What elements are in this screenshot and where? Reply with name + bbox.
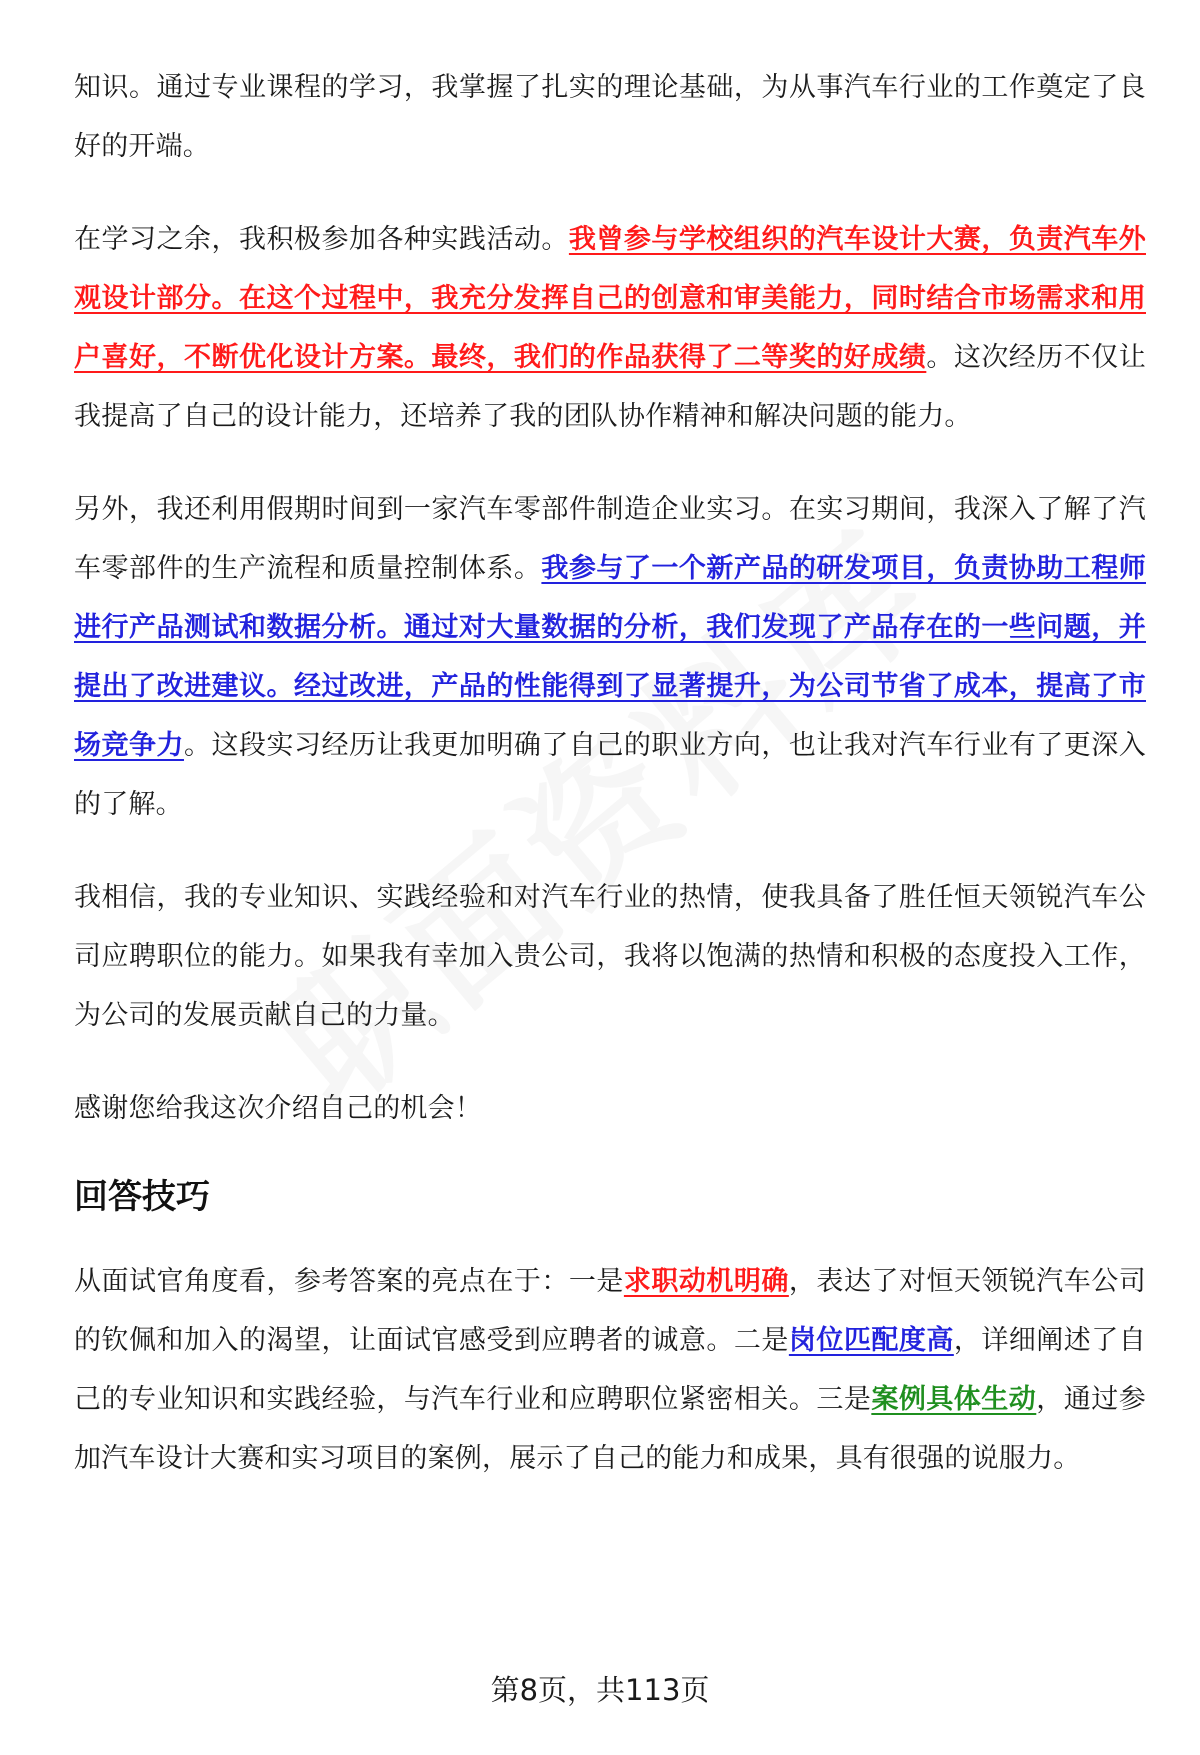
text-segment: ，详细阐述了自己的专业知识和实践经验，与汽车行业和应聘职位紧密相关。三是 [74,1325,1146,1415]
highlight-red: 求职动机明确 [623,1266,789,1297]
paragraph-confidence [74,868,1146,1045]
paragraph-design-contest [74,210,1146,446]
paragraph-knowledge [74,58,1146,176]
highlight-blue: 岗位匹配度高 [788,1325,954,1356]
text-segment: ，通过参加汽车设计大赛和实习项目的案例，展示了自己的能力和成果，具有很强的说服力。 [74,1384,1146,1474]
highlight-green: 案例具体生动 [871,1384,1037,1415]
text-segment: 。这次经历不仅让我提高了自己的设计能力，还培养了我的团队协作精神和解决问题的能力。 [74,342,1146,432]
text-segment: 另外，我还利用假期时间到一家汽车零部件制造企业实习。在实习期间，我深入了解了汽车零部件的生产流程和质量控制体系。 [74,494,1146,584]
page-content [74,58,1146,1522]
text-segment: 感谢您给我这次介绍自己的机会！ [74,1093,482,1124]
paragraph-tips [74,1252,1146,1488]
text-segment: 在学习之余，我积极参加各种实践活动。 [74,224,569,255]
text-segment: 我相信，我的专业知识、实践经验和对汽车行业的热情，使我具备了胜任恒天领锐汽车公司应聘职位的能力。如果我有幸加入贵公司，我将以饱满的热情和积极的态度投入工作，为公司的发展贡献自己的力量。 [74,882,1146,1031]
text-segment: 知识。通过专业课程的学习，我掌握了扎实的理论基础，为从事汽车行业的工作奠定了良好的开端。 [74,72,1146,162]
text-segment: 。这段实习经历让我更加明确了自己的职业方向，也让我对汽车行业有了更深入的了解。 [74,730,1146,820]
highlight-red: 我曾参与学校组织的汽车设计大赛，负责汽车外观设计部分。在这个过程中，我充分发挥自己的创意和审美能力，同时结合市场需求和用户喜好，不断优化设计方案。最终，我们的作品获得了二等奖的好成绩 [74,224,1146,373]
section-title: 回答技巧 [74,1177,210,1217]
text-segment: ，表达了对恒天领锐汽车公司的钦佩和加入的渴望，让面试官感受到应聘者的诚意。二是 [74,1266,1146,1356]
highlight-blue: 我参与了一个新产品的研发项目，负责协助工程师进行产品测试和数据分析。通过对大量数据的分析，我们发现了产品存在的一些问题，并提出了改进建议。经过改进，产品的性能得到了显著提升，为公司节省了成本，提高了市场竞争力 [74,553,1146,761]
paragraph-internship [74,480,1146,834]
page-number: 第8页，共113页 [490,1673,710,1707]
text-segment: 从面试官角度看，参考答案的亮点在于：一是 [74,1266,624,1297]
paragraph-thanks [74,1079,1146,1138]
